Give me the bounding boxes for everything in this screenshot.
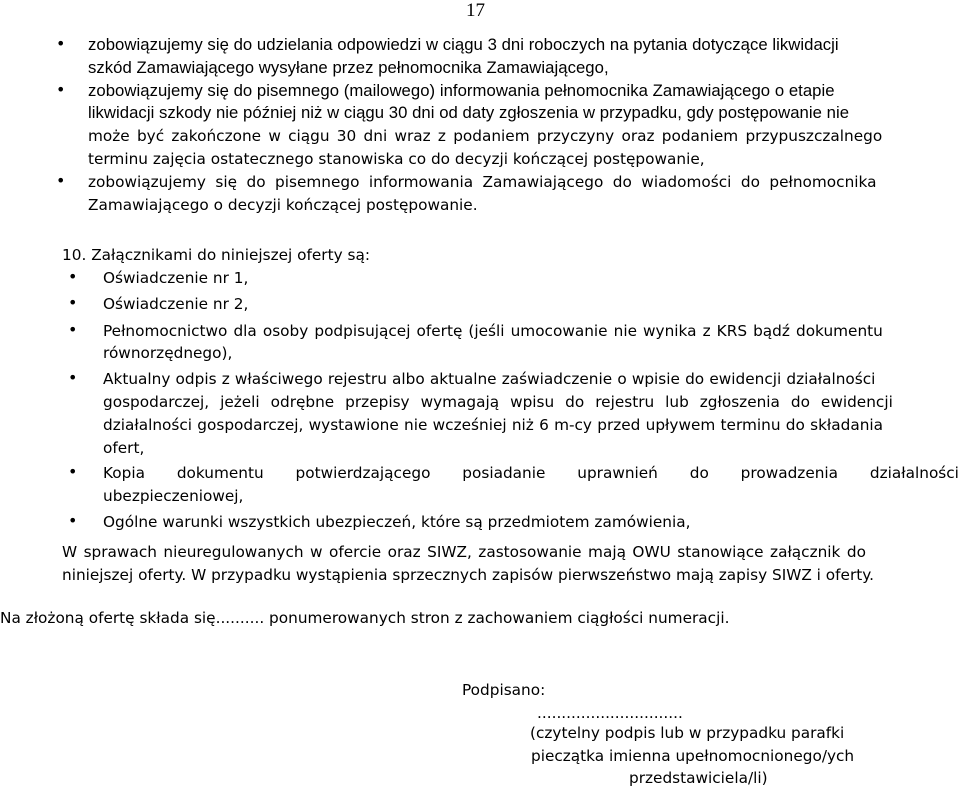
page-count-statement: Na złożoną ofertę składa się.......... ponumerowanych stron z zachowaniem ciągłości numeracji. xyxy=(0,609,730,627)
obligation-line: szkód Zamawiającego wysyłane przez pełnomocnika Zamawiającego, xyxy=(88,57,609,77)
attachments-section xyxy=(62,244,958,267)
attachments-heading: 10. Załącznikami do niniejszej oferty są: xyxy=(62,246,370,264)
signature-label: Podpisano: xyxy=(462,681,546,699)
attachment-item xyxy=(68,368,958,459)
obligation-line: może być zakończone w ciągu 30 dni wraz z podaniem przyczyny oraz podaniem przypuszczalnego xyxy=(88,127,883,146)
obligation-line: • zobowiązujemy się do pisemnego informowania Zamawiającego do wiadomości do pełnomocnika xyxy=(88,172,877,191)
attachment-line: gospodarczej, jeżeli odrębne przepisy wymagają wpisu do rejestru lub zgłoszenia do ewidencji xyxy=(103,392,893,411)
obligation-line: • zobowiązujemy się do udzielania odpowiedzi w ciągu 3 dni roboczych na pytania dotyczące likwidacji xyxy=(88,35,839,54)
attachment-item xyxy=(68,320,958,366)
obligations-list xyxy=(56,34,958,216)
signature-note-line: pieczątka imienna upełnomocnionego/ych xyxy=(531,747,855,765)
attachment-line: • Pełnomocnictwo dla osoby podpisującej ofertę (jeśli umocowanie nie wynika z KRS bądź dokumentu xyxy=(103,321,883,340)
owu-paragraph xyxy=(62,541,952,587)
obligation-item xyxy=(56,80,958,171)
obligation-line: likwidacji szkody nie później niż w ciągu 30 dni od daty zgłoszenia w przypadku, gdy postępowanie nie xyxy=(88,103,850,123)
obligation-line: terminu zajęcia ostatecznego stanowiska co do decyzji kończącej postępowanie, xyxy=(88,149,705,168)
attachment-line: równorzędnego), xyxy=(103,344,233,363)
page-number: 17 xyxy=(466,0,485,21)
attachment-item xyxy=(68,511,958,534)
signature-note-line: przedstawiciela/li) xyxy=(629,769,768,787)
paragraph-line: W sprawach nieuregulowanych w ofercie oraz SIWZ, zastosowanie mają OWU stanowiące załącznik do xyxy=(62,543,866,561)
attachment-line: • Oświadczenie nr 2, xyxy=(103,294,249,313)
attachments-list xyxy=(68,267,958,534)
attachment-item xyxy=(68,267,958,290)
obligation-item xyxy=(56,34,958,80)
attachment-item xyxy=(68,293,958,316)
signature-dots: .............................. xyxy=(537,704,683,722)
attachment-line: • Aktualny odpis z właściwego rejestru albo aktualne zaświadczenie o wpisie do ewidencji działalności xyxy=(103,370,876,389)
attachment-line: • Ogólne warunki wszystkich ubezpieczeń, które są przedmiotem zamówienia, xyxy=(103,512,691,531)
attachment-line: • Kopia dokumentu potwierdzającego posiadanie uprawnień do prowadzenia działalności xyxy=(103,464,959,483)
paragraph-line: niniejszej oferty. W przypadku wystąpienia sprzecznych zapisów pierwszeństwo mają zapisy SIWZ i oferty. xyxy=(62,566,874,584)
attachment-line: ofert, xyxy=(103,438,145,457)
attachment-line: • Oświadczenie nr 1, xyxy=(103,269,249,287)
attachment-line: ubezpieczeniowej, xyxy=(103,487,244,506)
signature-note-line: (czytelny podpis lub w przypadku parafki xyxy=(530,724,845,742)
obligation-line: Zamawiającego o decyzji kończącej postępowanie. xyxy=(88,195,478,214)
obligation-line: • zobowiązujemy się do pisemnego (mailowego) informowania pełnomocnika Zamawiającego o etapie xyxy=(88,80,835,100)
attachment-item xyxy=(68,462,958,508)
obligation-item xyxy=(56,171,958,217)
attachment-line: działalności gospodarczej, wystawione nie wcześniej niż 6 m-cy przed upływem terminu do składania xyxy=(103,415,884,434)
